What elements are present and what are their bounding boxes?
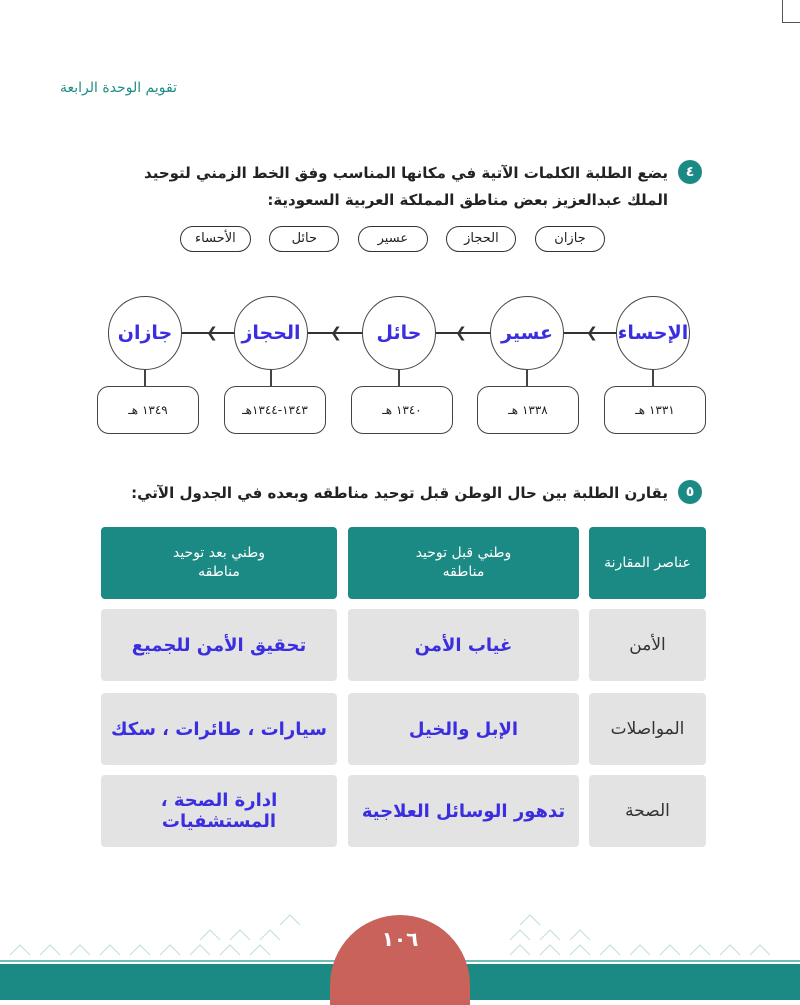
arrow-left-icon: ❮ bbox=[586, 325, 598, 341]
word-pill: عسير bbox=[358, 226, 428, 252]
timeline-stem bbox=[144, 369, 146, 387]
table-cell-after: سيارات ، طائرات ، سكك bbox=[101, 693, 337, 765]
question-5 bbox=[131, 480, 702, 507]
timeline-date: ١٣٤٩ هـ bbox=[97, 386, 199, 434]
timeline-date: ١٣٤٣-١٣٤٤هـ bbox=[224, 386, 326, 434]
arrow-left-icon: ❮ bbox=[455, 325, 467, 341]
table-cell-after: تحقيق الأمن للجميع bbox=[101, 609, 337, 681]
table-cell-after: ادارة الصحة ، المستشفيات bbox=[101, 775, 337, 847]
table-header-after: وطني بعد توحيد مناطقه bbox=[101, 527, 337, 599]
table-row-element: الصحة bbox=[589, 775, 706, 847]
question-4-text bbox=[144, 160, 668, 214]
question-4-line-1: يضع الطلبة الكلمات الآتية في مكانها المناسب وفق الخط الزمني لتوحيد bbox=[144, 164, 668, 182]
table-header-before: وطني قبل توحيد مناطقه bbox=[348, 527, 579, 599]
decorative-pattern-icon bbox=[0, 905, 300, 960]
question-4-line-2: الملك عبدالعزيز بعض مناطق المملكة العربية السعودية: bbox=[267, 191, 668, 209]
word-pill: جازان bbox=[535, 226, 605, 252]
timeline-date: ١٣٣٨ هـ bbox=[477, 386, 579, 434]
question-5-text: يقارن الطلبة بين حال الوطن قبل توحيد مناطقه وبعده في الجدول الآتي: bbox=[131, 484, 668, 502]
timeline-stem bbox=[526, 369, 528, 387]
timeline-circle: الحجاز bbox=[234, 296, 308, 370]
page-number: ١٠٦ bbox=[330, 915, 470, 1005]
arrow-left-icon: ❮ bbox=[206, 325, 218, 341]
timeline-stem bbox=[270, 369, 272, 387]
table-cell-before: غياب الأمن bbox=[348, 609, 579, 681]
word-bank bbox=[180, 226, 605, 252]
word-pill: الحجاز bbox=[446, 226, 516, 252]
timeline-circle: عسير bbox=[490, 296, 564, 370]
decorative-pattern-icon bbox=[500, 905, 800, 960]
table-header-elements: عناصر المقارنة bbox=[589, 527, 706, 599]
timeline-circle: الإحساء bbox=[616, 296, 690, 370]
question-4 bbox=[144, 160, 702, 214]
question-number-badge: ٥ bbox=[678, 480, 702, 504]
timeline-stem bbox=[652, 369, 654, 387]
table-row-element: الأمن bbox=[589, 609, 706, 681]
timeline-date: ١٣٣١ هـ bbox=[604, 386, 706, 434]
table-cell-before: الإبل والخيل bbox=[348, 693, 579, 765]
word-pill: حائل bbox=[269, 226, 339, 252]
timeline-stem bbox=[398, 369, 400, 387]
table-cell-before: تدهور الوسائل العلاجية bbox=[348, 775, 579, 847]
crop-mark bbox=[782, 0, 783, 22]
word-pill: الأحساء bbox=[180, 226, 251, 252]
crop-mark bbox=[782, 22, 800, 23]
question-number-badge: ٤ bbox=[678, 160, 702, 184]
timeline-circle: حائل bbox=[362, 296, 436, 370]
unit-title: تقويم الوحدة الرابعة bbox=[60, 80, 177, 96]
timeline-date: ١٣٤٠ هـ bbox=[351, 386, 453, 434]
arrow-left-icon: ❮ bbox=[330, 325, 342, 341]
table-row-element: المواصلات bbox=[589, 693, 706, 765]
timeline-circle: جازان bbox=[108, 296, 182, 370]
